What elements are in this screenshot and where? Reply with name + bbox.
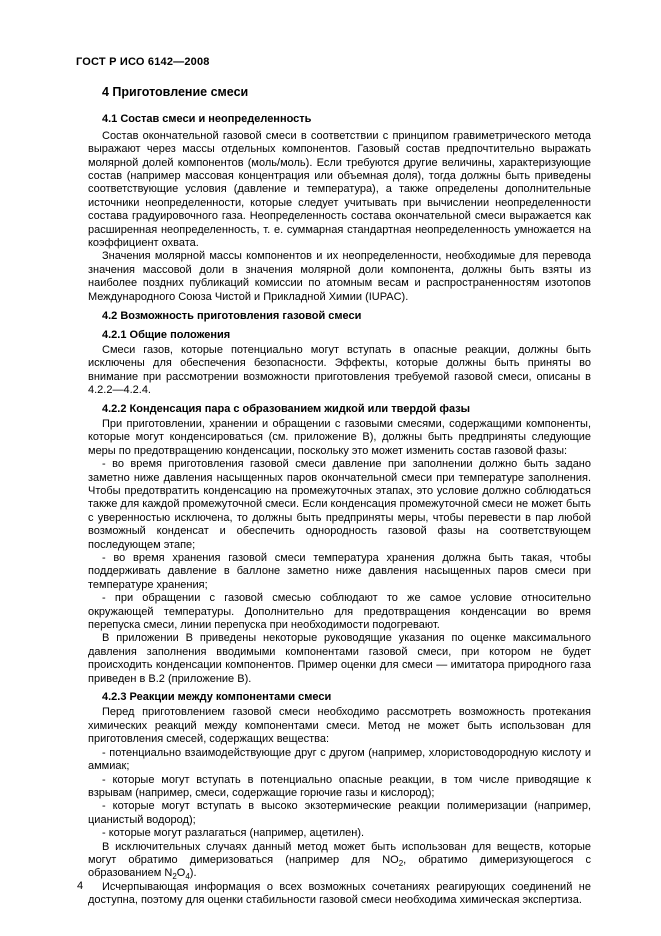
list-item: - которые могут разлагаться (например, ацетилен).: [102, 827, 365, 840]
paragraph: При приготовлении, хранении и обращении с газовыми смесями, содержащими компоненты, которые могут конденсироваться (см. приложение В), должны быть предприняты следующие меры по предотвращению конденсации, поскольку это может изменить состав газовой фазы:: [88, 417, 591, 457]
section-heading: 4.2.1 Общие положения: [102, 328, 231, 341]
list-item: - при обращении с газовой смесью соблюдают то же самое условие относительно окружающей температуры. Дополнительно для предотвращения конденсации во время перепуска смеси, линии перепуска при необходимости подогревают.: [88, 592, 591, 632]
document-header: ГОСТ Р ИСО 6142—2008: [76, 56, 210, 68]
section-heading: 4.2 Возможность приготовления газовой смеси: [102, 310, 362, 323]
chapter-heading: 4 Приготовление смеси: [102, 85, 249, 99]
section-heading: 4.2.2 Конденсация пара с образованием жидкой или твердой фазы: [102, 402, 471, 415]
section-heading: 4.2.3 Реакции между компонентами смеси: [102, 691, 332, 704]
list-item: - которые могут вступать в высоко экзотермические реакции полимеризации (например, цианистый водород);: [88, 800, 591, 826]
paragraph: Состав окончательной газовой смеси в соответствии с принципом гравиметрического метода выражают через массы отдельных компонентов. Газовый состав предпочтительно выражать молярной долей компонентов (моль/моль). Если требуются другие величины, характеризующие состав (например массовая концентрация или объемная доля), тогда должны быть приведены соответствующие условия (давление и температура), а также определены дополнительные источники неопределенности, которые следует учитывать при вычислении неопределенности состава градуировочного газа. Неопределенность состава окончательной смеси выражается как расширенная неопределенность, т. е. суммарная стандартная неопределенность умножается на коэффициент охвата.: [88, 129, 591, 250]
section-heading: 4.1 Состав смеси и неопределенность: [102, 113, 312, 126]
paragraph: В приложении В приведены некоторые руководящие указания по оценке максимального давления заполнения вводимыми компонентами газовой смеси, при котором не будет происходить конденсации компонентов. Пример оценки для смеси — имитатора природного газа приведен в В.2 (приложение В).: [88, 632, 591, 685]
list-item: - потенциально взаимодействующие друг с другом (например, хлористоводородную кислоту и аммиак;: [88, 746, 591, 773]
paragraph: Значения молярной массы компонентов и их неопределенности, необходимые для перевода значения массовой доли в значения молярной доли компонента, должны быть взяты из наиболее поздних публикаций комиссии по атомным весам и распространенностям изотопов Международного Союза Чистой и Прикладной Химии (IUPAC).: [88, 250, 591, 303]
list-item: - во время приготовления газовой смеси давление при заполнении должно быть задано заметно ниже давления насыщенных паров окончательной смеси при температуре заполнения. Чтобы предотвратить конденсацию на промежуточных этапах, это условие должно соблюдаться также для каждой промежуточной смеси. Если конденсация промежуточной смеси не может быть с уверенностью исключена, то должны быть предприняты меры, чтобы перевести в пар любой возможный конденсат и обеспечить однородность газовой фазы на соответствующем последующем этапе;: [88, 458, 591, 551]
document-content: [88, 86, 591, 908]
list-item: - которые могут вступать в потенциально опасные реакции, в том числе приводящие к взрывам (например, смеси, содержащие горючие газы и кислород);: [88, 773, 591, 799]
paragraph: Исчерпывающая информация о всех возможных сочетаниях реагирующих соединений не доступна, поэтому для оценки стабильности газовой смеси необходима химическая экспертиза.: [88, 880, 591, 907]
paragraph: В исключительных случаях данный метод может быть использован для веществ, которые могут обратимо димеризоваться (например для $NO_2$, обратимо димеризующегося с образованием $N_2O_4$).: [88, 840, 591, 882]
list-item: - во время хранения газовой смеси температура хранения должна быть такая, чтобы поддерживать давление в баллоне заметно ниже давления насыщенных паров смеси при температуре хранения;: [88, 552, 591, 591]
page-number: 4: [77, 880, 84, 892]
paragraph: Смеси газов, которые потенциально могут вступать в опасные реакции, должны быть исключены для обеспечения безопасности. Эффекты, которые должны быть приняты во внимание при рассмотрении возможности приготовления требуемой газовой смеси, описаны в 4.2.2—4.2.4.: [88, 343, 591, 397]
paragraph: Перед приготовлением газовой смеси необходимо рассмотреть возможность протекания химических реакций между компонентами смеси. Метод не может быть использован для приготовления смесей, содержащих вещества:: [88, 706, 591, 746]
